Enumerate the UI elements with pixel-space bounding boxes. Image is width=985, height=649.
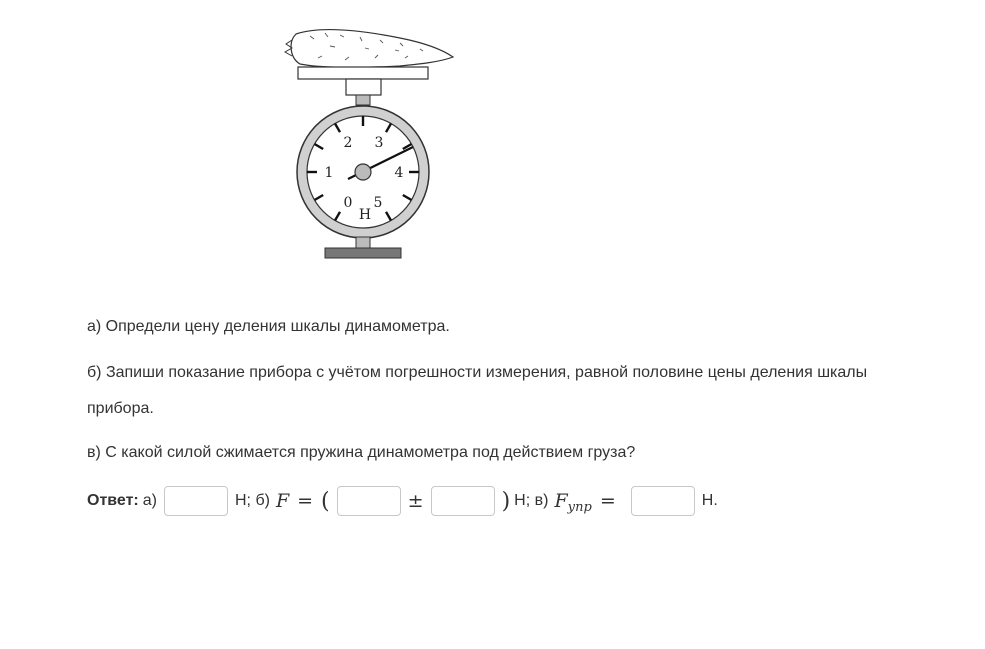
bottom-stem bbox=[356, 237, 370, 248]
question-b: б) Запиши показание прибора с учётом погрешности измерения, равной половине цены деления шкалы прибора. bbox=[87, 364, 868, 417]
dial-label-1: 1 bbox=[324, 165, 334, 181]
unit-a-label: Н; б) bbox=[235, 492, 270, 509]
carrot-image bbox=[285, 30, 453, 68]
plus-minus-sign: ± bbox=[407, 490, 424, 512]
scale-pan bbox=[298, 67, 428, 79]
unit-c-label: Н. bbox=[701, 492, 718, 509]
close-paren: ) bbox=[501, 488, 511, 514]
dial-label-5: 5 bbox=[373, 195, 383, 211]
dynamometer-illustration bbox=[270, 18, 470, 268]
elastic-force-symbol: F bbox=[554, 490, 568, 512]
scale-base bbox=[325, 248, 401, 258]
equals-sign-b: = bbox=[297, 490, 314, 512]
equals-sign-c: = bbox=[599, 490, 616, 512]
question-a: а) Определи цену деления шкалы динамометра. bbox=[87, 318, 450, 335]
dial-label-0: 0 bbox=[343, 195, 353, 211]
force-symbol: F bbox=[275, 490, 290, 512]
elastic-force-subscript: упр bbox=[567, 499, 592, 515]
answer-label: Ответ: bbox=[87, 492, 139, 509]
question-c: в) С какой силой сжимается пружина динамометра под действием груза? bbox=[87, 444, 636, 461]
answer-b-error-input[interactable] bbox=[431, 486, 495, 516]
pan-support bbox=[346, 79, 381, 95]
dial-label-3: 3 bbox=[374, 135, 384, 151]
dial-label-4: 4 bbox=[394, 165, 404, 181]
unit-b-label: Н; в) bbox=[514, 492, 549, 509]
answer-c-input[interactable] bbox=[631, 486, 695, 516]
part-a-label: а) bbox=[142, 492, 157, 509]
answer-a-input[interactable] bbox=[164, 486, 228, 516]
dial-label-2: 2 bbox=[343, 135, 353, 151]
answer-row bbox=[87, 484, 718, 518]
dial-unit: Н bbox=[358, 207, 372, 223]
answer-b-value-input[interactable] bbox=[337, 486, 401, 516]
top-stem bbox=[356, 95, 370, 105]
open-paren: ( bbox=[321, 488, 330, 514]
needle-hub bbox=[355, 164, 371, 180]
